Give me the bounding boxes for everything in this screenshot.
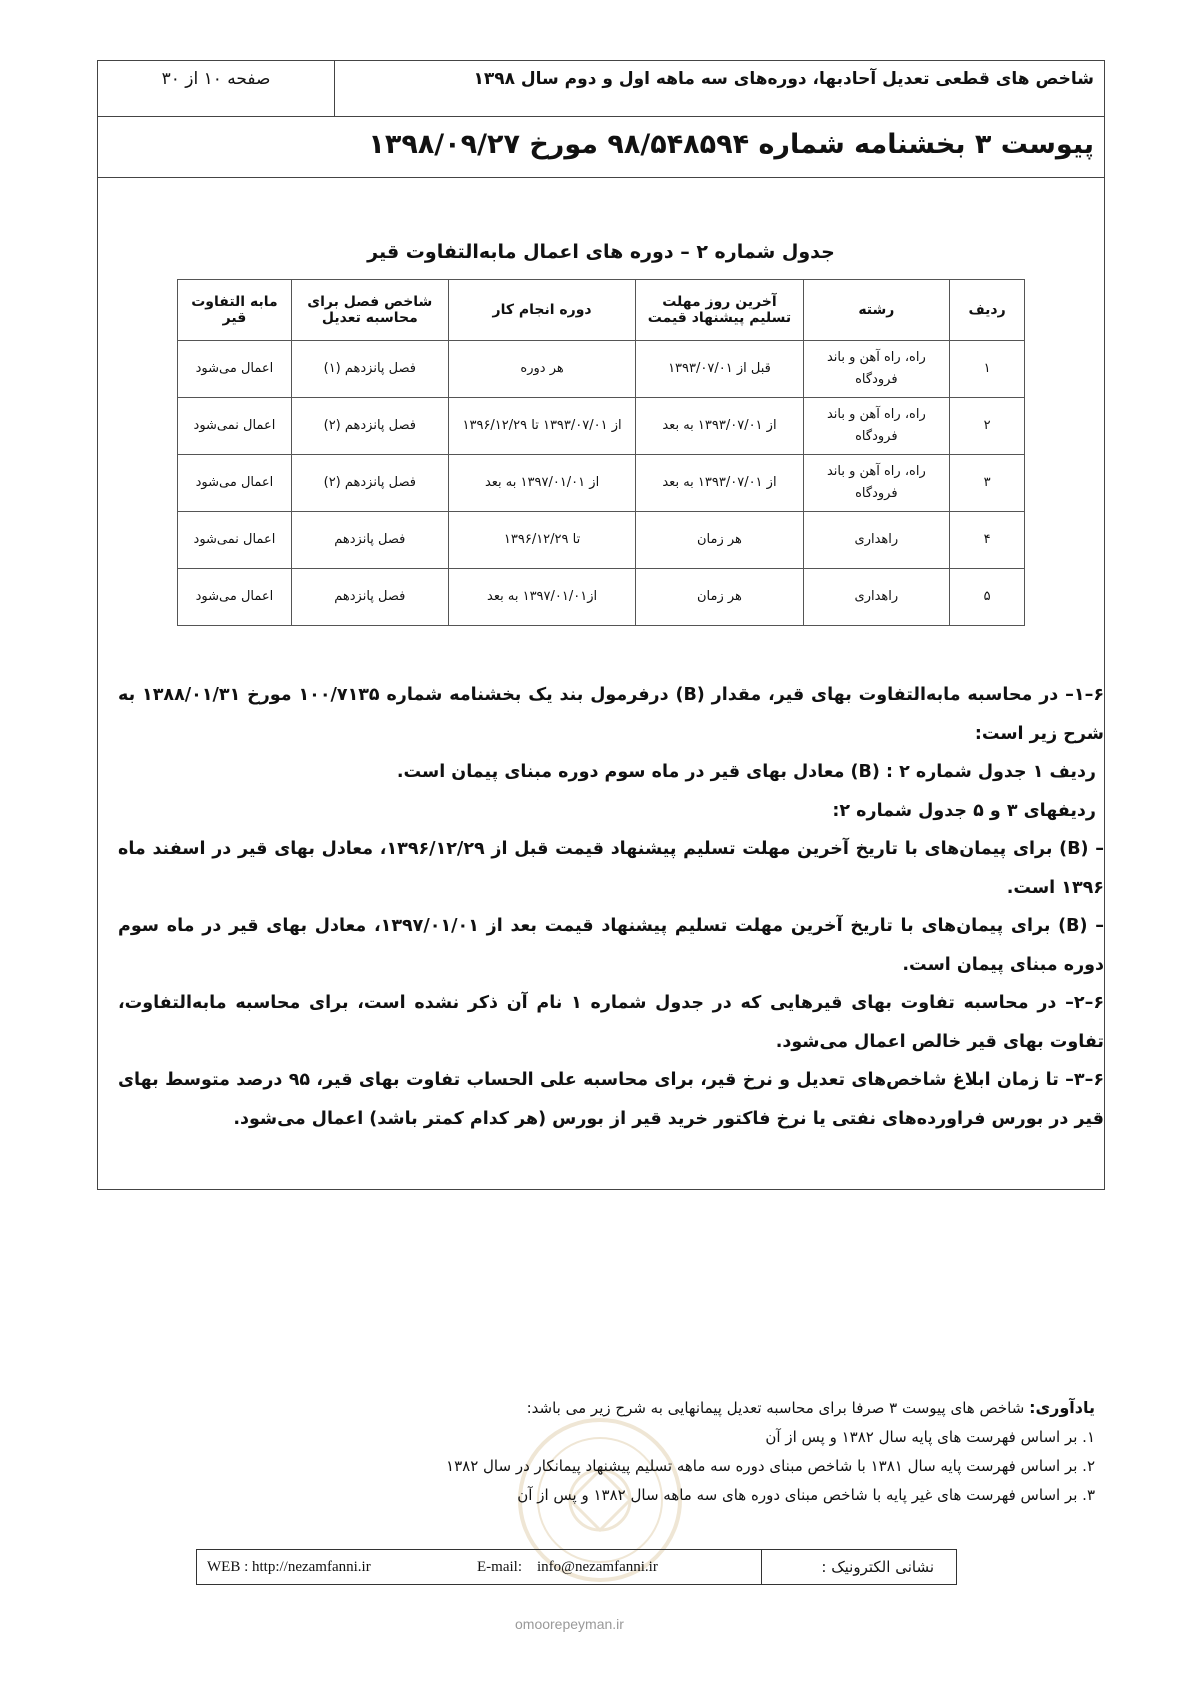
contact-web-link[interactable]: WEB : http://nezamfanni.ir	[207, 1559, 371, 1575]
contact-box	[196, 1549, 957, 1585]
cell-deadline: هر زمان	[636, 569, 803, 626]
table-row	[178, 569, 1025, 626]
cell-bitumen-difference: اعمال می‌شود	[178, 341, 292, 398]
paragraph-row-1: ردیف ۱ جدول شماره ۲ : (B) معادل بهای قیر در ماه سوم دوره مبنای پیمان است.	[396, 762, 1096, 782]
cell-work-period: هر دوره	[448, 341, 636, 398]
cell-index-chapter: فصل پانزدهم (۲)	[291, 398, 448, 455]
body-text	[118, 676, 1104, 1138]
cell-row-number: ۵	[950, 569, 1025, 626]
cell-work-period: از۱۳۹۷/۰۱/۰۱ به بعد	[448, 569, 636, 626]
table-header-row	[178, 280, 1025, 341]
col-header-row-number: ردیف	[950, 280, 1025, 341]
cell-field: راه، راه آهن و باند فرودگاه	[803, 341, 950, 398]
bitumen-periods-table	[177, 279, 1025, 626]
footnote	[150, 1393, 1095, 1510]
cell-deadline: هر زمان	[636, 512, 803, 569]
document-title: شاخص های قطعی تعدیل آحادبها، دوره‌های سه ماهه اول و دوم سال ۱۳۹۸	[334, 61, 1104, 116]
cell-field: راه، راه آهن و باند فرودگاه	[803, 398, 950, 455]
cell-field: راهداری	[803, 512, 950, 569]
col-header-index-chapter: شاخص فصل برای محاسبه تعدیل	[291, 280, 448, 341]
col-header-deadline: آخرین روز مهلت تسلیم پیشنهاد قیمت	[636, 280, 803, 341]
watermark-site-text: omoorepeyman.ir	[515, 1616, 624, 1632]
cell-field: راه، راه آهن و باند فرودگاه	[803, 455, 950, 512]
table-title: جدول شماره ۲ – دوره های اعمال مابه‌التفاوت قیر	[367, 241, 835, 263]
col-header-field: رشته	[803, 280, 950, 341]
paragraph-b-after: – (B) برای پیمان‌های با تاریخ آخرین مهلت تسلیم پیشنهاد قیمت بعد از ۱۳۹۷/۰۱/۰۱، معادل بهای قیر در ماه سوم دوره مبنای پیمان است.	[118, 916, 1104, 975]
cell-work-period: از ۱۳۹۳/۰۷/۰۱ تا ۱۳۹۶/۱۲/۲۹	[448, 398, 636, 455]
cell-deadline: از ۱۳۹۳/۰۷/۰۱ به بعد	[636, 455, 803, 512]
footnote-lead: یادآوری:	[1029, 1398, 1095, 1417]
cell-index-chapter: فصل پانزدهم	[291, 512, 448, 569]
header-row	[98, 61, 1104, 117]
cell-row-number: ۴	[950, 512, 1025, 569]
cell-bitumen-difference: اعمال می‌شود	[178, 455, 292, 512]
cell-index-chapter: فصل پانزدهم (۲)	[291, 455, 448, 512]
cell-work-period: تا ۱۳۹۶/۱۲/۲۹	[448, 512, 636, 569]
footnote-item: ۲. بر اساس فهرست پایه سال ۱۳۸۱ با شاخص مبنای دوره سه ماهه تسلیم پیشنهاد پیمانکار در سال ۱۳۸۲	[446, 1457, 1095, 1475]
paragraph-rows-3-5: ردیفهای ۳ و ۵ جدول شماره ۲:	[832, 800, 1096, 821]
footnote-intro-text: شاخص های پیوست ۳ صرفا برای محاسبه تعدیل پیمانهایی به شرح زیر می باشد:	[526, 1399, 1030, 1417]
page-number: صفحه ۱۰ از ۳۰	[161, 69, 271, 89]
cell-index-chapter: فصل پانزدهم	[291, 569, 448, 626]
cell-work-period: از ۱۳۹۷/۰۱/۰۱ به بعد	[448, 455, 636, 512]
cell-row-number: ۲	[950, 398, 1025, 455]
page-frame	[97, 60, 1105, 1190]
contact-email-link[interactable]: E-mail: info@nezamfanni.ir	[477, 1559, 658, 1575]
table-row	[178, 512, 1025, 569]
footnote-item: ۱. بر اساس فهرست های پایه سال ۱۳۸۲ و پس از آن	[765, 1428, 1095, 1446]
table-row	[178, 455, 1025, 512]
cell-row-number: ۳	[950, 455, 1025, 512]
table-row	[178, 398, 1025, 455]
cell-row-number: ۱	[950, 341, 1025, 398]
cell-deadline: قبل از ۱۳۹۳/۰۷/۰۱	[636, 341, 803, 398]
table-row	[178, 341, 1025, 398]
paragraph-6-1: ۶–۱– در محاسبه مابه‌التفاوت بهای قیر، مقدار (B) درفرمول بند یک بخشنامه شماره ۱۰۰/۷۱۳۵ مورخ ۱۳۸۸/۰۱/۳۱ به شرح زیر است:	[118, 685, 1104, 744]
cell-index-chapter: فصل پانزدهم (۱)	[291, 341, 448, 398]
cell-deadline: از ۱۳۹۳/۰۷/۰۱ به بعد	[636, 398, 803, 455]
cell-field: راهداری	[803, 569, 950, 626]
footnote-intro	[150, 1393, 1095, 1423]
attachment-heading: پیوست ۳ بخشنامه شماره ۹۸/۵۴۸۵۹۴ مورخ ۱۳۹۸/۰۹/۲۷	[98, 117, 1104, 178]
cell-bitumen-difference: اعمال نمی‌شود	[178, 398, 292, 455]
col-header-work-period: دوره انجام کار	[448, 280, 636, 341]
cell-bitumen-difference: اعمال نمی‌شود	[178, 512, 292, 569]
paragraph-6-2: ۶–۲– در محاسبه تفاوت بهای قیرهایی که در جدول شماره ۱ نام آن ذکر نشده است، برای محاسبه مابه‌التفاوت، تفاوت بهای قیر خالص اعمال می‌شود.	[118, 993, 1104, 1052]
cell-bitumen-difference: اعمال می‌شود	[178, 569, 292, 626]
paragraph-6-3: ۶–۳– تا زمان ابلاغ شاخص‌های تعدیل و نرخ قیر، برای محاسبه علی الحساب تفاوت بهای قیر، ۹۵ درصد متوسط بهای قیر در بورس فراورده‌های نفتی یا نرخ فاکتور خرید قیر از بورس (هر کدام کمتر باشد) اعمال می‌شود.	[118, 1070, 1105, 1129]
col-header-bitumen-difference: مابه التفاوت قیر	[178, 280, 292, 341]
contact-label: نشانی الکترونیک :	[761, 1550, 956, 1584]
paragraph-b-before: – (B) برای پیمان‌های با تاریخ آخرین مهلت تسلیم پیشنهاد قیمت قبل از ۱۳۹۶/۱۲/۲۹، معادل بهای قیر در اسفند ماه ۱۳۹۶ است.	[118, 839, 1104, 898]
footnote-item: ۳. بر اساس فهرست های غیر پایه با شاخص مبنای دوره های سه ماهه سال ۱۳۸۲ و پس از آن	[517, 1486, 1095, 1504]
